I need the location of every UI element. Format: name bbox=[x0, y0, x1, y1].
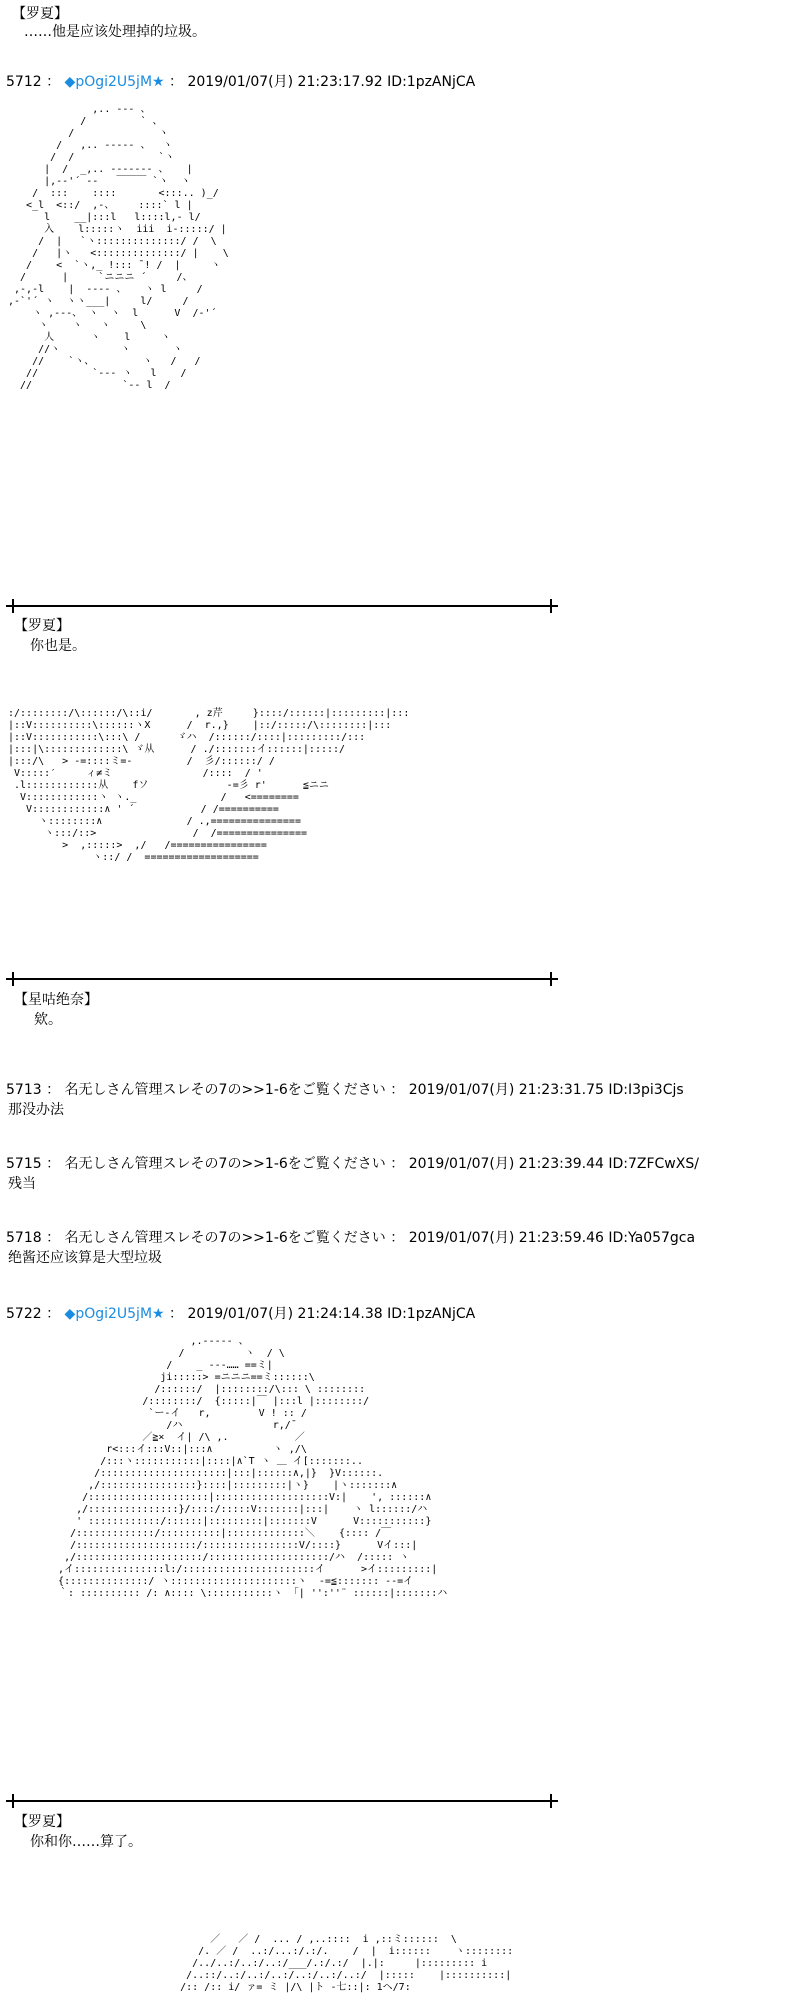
post-number: 5715 bbox=[6, 1156, 42, 1172]
post-separator: ： bbox=[46, 1230, 61, 1246]
ascii-art-girl: ,.-‐‐‐‐ 、 / ヽ / \ / _ -‐‐…… ==ミ| ji:::::> =ニニニ==ミ::::::\ /::::::/ |::::::::/\::: \ :::::::: /::::::::/ {:::::|￣ |:::l |::::::::/ `ー‐イ r, V ! :: / /ハ r,/ˉ ／≧× イ| /\ ,. ／ r<:::イ:::V::|:::∧ ヽ ,/\ /:::ヽ:::::::::::|::::|∧`T ヽ ＿ イ[:::::::.. /:::::::::::::::::::::|:::|::::::∧,|} }V::::::. ,/::::::::::::::::}::::|:::::::::|ヽ} |ヽ:::::::∧ /::::::::::::::::::::|:::::::::::::::::::V:| ', ::::::∧ ,/:::::::::::::::}/::::/:::::V:::::::|:::| ヽ l::::::/ハ ' ::::::::::::/::::::|:::::::::|:::::::V V:::::::::::} /:::::::::::::/::::::::::|:::::::::::::＼ {:::: /￣ /::::::::::::::::::::/::::::::::::::::V/::::} Vイ:::| ,/:::::::::::::::::::::/::::::::::::::::::::/ハ /::::: ヽ ,イ:::::::::::::::l:/::::::::::::::::::::::イ >イ:::::::::| {::::::::::::::/ ヽ:::::::::::::::::::::ヽ -=≦::::::: -‐=イ ｀: :::::::::: /: ∧:::: \:::::::::::ヽ 「| '':''¨ ::::::|:::::::ハ bbox=[58, 1336, 448, 1599]
post-header bbox=[6, 1230, 695, 1246]
divider-cap-right bbox=[542, 1800, 558, 1802]
poster-id[interactable]: ID:7ZFCwXS/ bbox=[608, 1156, 699, 1172]
post-header bbox=[6, 74, 475, 90]
post-body: 绝酱还应该算是大型垃圾 bbox=[8, 1250, 162, 1266]
post-separator: ： bbox=[46, 1306, 61, 1322]
dialogue-line: 你和你……算了。 bbox=[30, 1834, 142, 1850]
dialogue-line: ……他是应该处理掉的垃圾。 bbox=[24, 24, 206, 40]
divider bbox=[6, 972, 558, 986]
poster-id[interactable]: ID:1pzANjCA bbox=[387, 74, 476, 90]
poster-name[interactable]: 名无しさん管理スレその7の>>1-6をご覧ください bbox=[64, 1230, 386, 1246]
post-separator: ： bbox=[169, 1306, 184, 1322]
poster-id[interactable]: ID:I3pi3Cjs bbox=[608, 1082, 684, 1098]
poster-id[interactable]: ID:Ya057gca bbox=[608, 1230, 696, 1246]
divider-cap-right bbox=[542, 605, 558, 607]
speaker-name: 【罗夏】 bbox=[14, 1814, 70, 1830]
post-separator: ： bbox=[169, 74, 184, 90]
dialogue-line: 你也是。 bbox=[30, 638, 86, 654]
post-date: 2019/01/07(月) 21:23:59.46 bbox=[408, 1230, 604, 1246]
post-separator: ： bbox=[46, 1156, 61, 1172]
post-header bbox=[6, 1306, 475, 1322]
divider-line bbox=[14, 978, 550, 980]
poster-name[interactable]: ◆pOgi2U5jM★ bbox=[64, 74, 165, 90]
post-body: 那没办法 bbox=[8, 1102, 64, 1118]
dialogue-line: 欸。 bbox=[34, 1012, 62, 1028]
poster-id[interactable]: ID:1pzANjCA bbox=[387, 1306, 476, 1322]
post-separator: ： bbox=[46, 74, 61, 90]
poster-name[interactable]: 名无しさん管理スレその7の>>1-6をご覧ください bbox=[64, 1082, 386, 1098]
divider-cap-left bbox=[6, 605, 22, 607]
post-number: 5718 bbox=[6, 1230, 42, 1246]
ascii-art-tiger: :/::::::::/\::::::/\::i/ , z芹 }::::/::::::|:::::::::|::: |::V::::::::::\::::::ヽX / r.,} |::/:::::/\::::::::|::: |::V:::::::::::\:::\ / ゞハ /::::::/::::|:::::::::/::: |:::|\:::::::::::::\ ゞ从 / ./:::::::イ::::::|:::::/ |:::/\ > -=::::ミ=- / 彡/::::::/ / V:::::′ ィ≠ミ /:::: / ' .l::::::::::::从 fソ -=彡 r' ≦ニニ V::::::::::::ヽ ヽ._ / <======== V::::::::::::∧ ' ´ / /========== ヽ::::::::∧ / .,=============== ヽ:::/::> / /=============== > ,:::::> ,/ /================ ヽ::/ / =================== bbox=[8, 708, 410, 863]
post-separator: ： bbox=[390, 1230, 405, 1246]
divider bbox=[6, 599, 558, 613]
post-number: 5713 bbox=[6, 1082, 42, 1098]
post-separator: ： bbox=[390, 1156, 405, 1172]
poster-name[interactable]: ◆pOgi2U5jM★ bbox=[64, 1306, 165, 1322]
ascii-art-bottom: ／ ／ / ... / ,..:::: i ,::ミ:::::: \ /. ／ / ..:/...:/.:/. / | i:::::: ヽ:::::::: /../..:/..:/..:/___/.:/.:/ |.|: |::::::::: i /..::/..:/..:/..:/..:/..:/..:/ |::::: |::::::::::| /:: /:: i/ ァ= ミ |/\ |ト -七::|: 1ヘ/7: bbox=[180, 1934, 514, 1993]
divider-line bbox=[14, 1800, 550, 1802]
divider-line bbox=[14, 605, 550, 607]
post-separator: ： bbox=[46, 1082, 61, 1098]
post-header bbox=[6, 1156, 699, 1172]
post-header bbox=[6, 1082, 684, 1098]
post-number: 5722 bbox=[6, 1306, 42, 1322]
post-number: 5712 bbox=[6, 74, 42, 90]
divider bbox=[6, 1794, 558, 1808]
divider-cap-right bbox=[542, 978, 558, 980]
post-date: 2019/01/07(月) 21:23:31.75 bbox=[408, 1082, 604, 1098]
speaker-name: 【星咕绝奈】 bbox=[14, 992, 98, 1008]
post-body: 残当 bbox=[8, 1176, 36, 1192]
speaker-name: 【罗夏】 bbox=[12, 6, 68, 22]
poster-name[interactable]: 名无しさん管理スレその7の>>1-6をご覧ください bbox=[64, 1156, 386, 1172]
ascii-art-santa: ,.. -‐‐ 、 / ` 、 / ヽ / ,.. -‐‐‐‐ 、 ヽ / / `ヽ | / _,.. -‐‐‐‐‐- 、 | |,-‐'´ ‐‐ ￣￣￣ `ヽ ヽ / ::: :::: <:::.. )_/ <_l <::/ ,-、 ::::` l | l __|:::l l::::l,- l/ 入 l:::::ヽ iii i-:::::/ | / | `ヽ::::::::::::::/ / \ / |ヽ <::::::::::::::/ | \ / < `ヽ,_ !::: ̄ ! / | ヽ / | `ニニニ ´ /、 ,-,-l | ‐‐‐‐ 、 ヽ l / ,-`'´ ヽ ヽヽ___| l/ / ヽ ,-‐‐、 ヽ ヽ l V /-'´ ヽ ヽ ヽ \ 人 ヽ l ヽ //ヽ ヽ ヽ // `ヽ、 ヽ / / // `‐‐‐ ヽ l / // `-- l / bbox=[8, 104, 229, 391]
post-date: 2019/01/07(月) 21:24:14.38 bbox=[187, 1306, 383, 1322]
divider-cap-left bbox=[6, 1800, 22, 1802]
divider-cap-left bbox=[6, 978, 22, 980]
post-date: 2019/01/07(月) 21:23:17.92 bbox=[187, 74, 383, 90]
post-date: 2019/01/07(月) 21:23:39.44 bbox=[408, 1156, 604, 1172]
post-separator: ： bbox=[390, 1082, 405, 1098]
speaker-name: 【罗夏】 bbox=[14, 618, 70, 634]
